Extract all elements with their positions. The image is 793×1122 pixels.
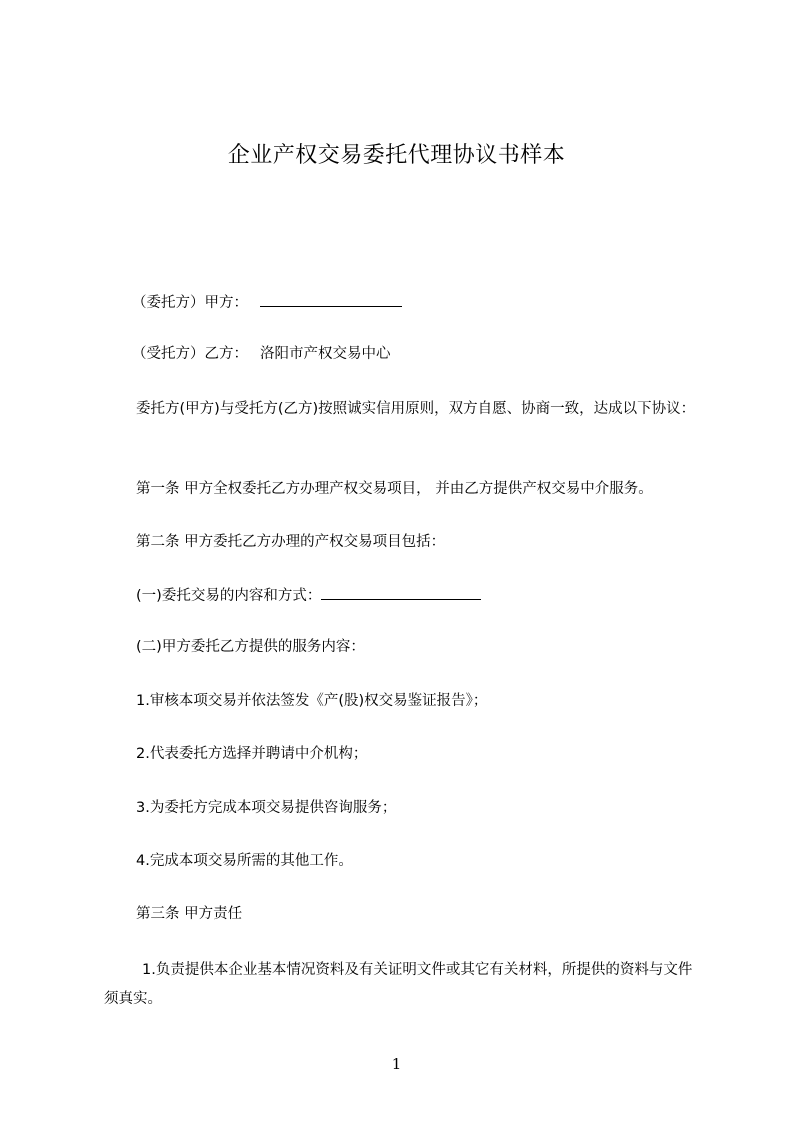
item-2: (二)甲方委托乙方提供的服务内容： <box>136 639 365 655</box>
article-3: 第三条 甲方责任 <box>136 906 243 922</box>
service-1: 1.审核本项交易并依法签发《产(股)权交易鉴证报告》； <box>136 693 488 709</box>
party-a-line <box>132 290 402 314</box>
service-4: 4.完成本项交易所需的其他工作。 <box>136 853 353 869</box>
article-2: 第二条 甲方委托乙方办理的产权交易项目包括： <box>136 534 446 550</box>
item-1-label: (一)委托交易的内容和方式： <box>136 588 322 604</box>
page-number: 1 <box>391 1055 402 1073</box>
party-b-name: 洛阳市产权交易中心 <box>260 346 391 362</box>
service-3: 3.为委托方完成本项交易提供咨询服务； <box>136 800 397 816</box>
party-a-label: （委托方）甲方： <box>132 295 248 311</box>
article-1: 第一条 甲方全权委托乙方办理产权交易项目， 并由乙方提供产权交易中介服务。 <box>136 481 653 497</box>
service-2: 2.代表委托方选择并聘请中介机构； <box>136 746 368 762</box>
party-b-line <box>132 343 391 365</box>
intro-paragraph: 委托方(甲方)与受托方(乙方)按照诚实信用原则，双方自愿、协商一致，达成以下协议： <box>136 401 696 417</box>
duty-1-paragraph: 1.负责提供本企业基本情况资料及有关证明文件或其它有关材料，所提供的资料与文件须真实。 <box>104 962 693 1007</box>
item-1-blank <box>321 583 481 600</box>
item-1-line <box>136 583 481 607</box>
party-b-label: （受托方）乙方： <box>132 346 248 362</box>
document-title: 企业产权交易委托代理协议书样本 <box>227 143 566 168</box>
party-a-blank <box>260 290 402 307</box>
